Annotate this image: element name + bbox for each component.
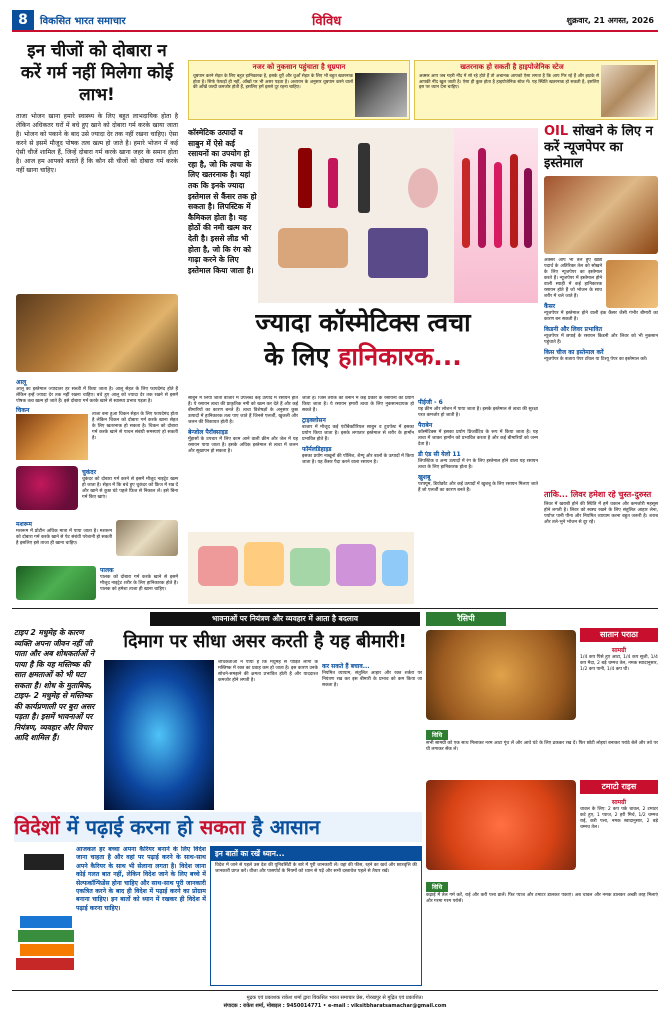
brain-col2-text: नियमित व्यायाम, संतुलित आहार और रक्त शर्करा पर नियंत्रण रख कर इस बीमारी के प्रभाव को कम किया जा सकता है। bbox=[322, 671, 422, 688]
cosmetics-col2 bbox=[302, 396, 414, 530]
cosmetics-col2-text: जाती है। जिस तरीके को बनाने में कई प्रकार के रसायनों का प्रयोग किया जाता है। ये रसायन हमारी त्वचा के लिए नुकसानदायक हो सकते हैं। bbox=[302, 396, 414, 413]
recipe1-text: 1/4 कप पिसे हुए आटा, 1/4 कप सूजी, 1/4 कप मैदा, 2 बड़े चम्मच तेल, नमक स्वादानुसार, 1/2 कप पानी, 1/4 कप घी। bbox=[580, 655, 658, 672]
abroad-title-c: सकता bbox=[199, 815, 246, 839]
cosmetics-intro: कॉस्मेटिक उत्पादों व साबुन में ऐसे कई रसायनों का उपयोग हो रहा है, जो कि त्वचा के लिए खतरनाक है। यहां तक कि इनके ज्यादा इस्तेमाल से कैंसर तक हो सकता है। लिपस्टिक में कैमिकल होता है। यह होठों की नमी खत्म कर देती है। इससे लीड भी होता है, जो कि रंग को गाढ़ा करने के लिए इस्तेमाल किया जाता है। bbox=[188, 128, 257, 275]
cosmetics-col1-text: साबुन में लिया जाता बाजार में उपलब्ध कई उत्पाद में रसायन होते हैं। ये रसायन त्वचा की प्राकृतिक नमी को खत्म कर देते हैं और कई बीमारियों का कारण बनते हैं। त्वचा विशेषज्ञों के अनुसार कुछ उत्पादों में हानिकारक तत्व पाए जाते हैं जिनसे एलर्जी, खुजली और जलन की शिकायत होती है। bbox=[188, 396, 298, 425]
item-title-chicken: चिकन bbox=[16, 407, 30, 414]
abroad-box-title: इन बातों का रखें ध्यान... bbox=[211, 847, 421, 861]
recipe-label: रैसिपी bbox=[426, 612, 506, 626]
cosmetics-col1-sub: बेन्जोल पैरॉक्साइड bbox=[188, 429, 228, 436]
recipe2-method bbox=[426, 874, 658, 986]
cosmetics-col3-b: कॉस्मेटिक्स में इसका प्रयोग प्रिजर्वेटिव के रूप में किया जाता है। यह त्वचा में जाकर हार्मोन को प्रभावित करता है और कई बीमारियों को जन्म देता है। bbox=[418, 430, 538, 447]
divider-footer bbox=[12, 990, 658, 991]
cosmetics-col3-sub2: पैराबेन bbox=[418, 422, 433, 429]
cosmetics-col3-sub4: खुशबू bbox=[418, 474, 431, 481]
item-title-beetroot: चुकंदर bbox=[82, 469, 97, 476]
fried-food-photo bbox=[544, 176, 658, 254]
item-title-spinach: पालक bbox=[100, 567, 114, 574]
smoking-photo bbox=[355, 73, 407, 117]
cosmetics-title-red: हानिकारक... bbox=[338, 342, 462, 371]
cosmetics-col3-d: परफ्यूम, डियोडरेंट और कई उत्पादों में खुशबू के लिए रसायन मिलाए जाते हैं जो एलर्जी का कारण बनते हैं। bbox=[418, 482, 538, 493]
issue-date: शुक्रवार, 21 अगस्त, 2026 bbox=[566, 16, 654, 25]
brain-photo bbox=[104, 660, 214, 810]
cosmetics-col3 bbox=[418, 396, 538, 606]
section-name: विविध bbox=[312, 14, 342, 29]
sleep-article bbox=[414, 60, 658, 120]
oil-t3: न्यूजपेपर के बजाय पेपर टॉवल या टिश्यू पेपर का इस्तेमाल करें। bbox=[544, 357, 648, 362]
soap-photo bbox=[188, 532, 414, 604]
recipe1-title: सातान पराठा bbox=[580, 628, 658, 642]
footer-line1: मुद्रक एवं प्रकाशक राकेश शर्मा द्वारा विकसित भारत समाचार प्रेस, गोरखपुर से मुद्रित एवं प्रकाशित। bbox=[246, 995, 424, 1001]
potato-photo bbox=[16, 294, 178, 372]
abroad-side-text: आजकल हर बच्चा अपना कैरियर बनाने के लिए विदेश जाना चाहता है और वहां पर पढ़ाई करने के साथ-साथ अपने कैरियर के साथ भी सेलाना लगता है। विदेश जाना कोई गलत बात नहीं, लेकिन विदेश जाने के लिए बच्चे में सेल्फकॉन्फिडेंस होना चाहिए और साथ-साथ पूरी जानकारी एकत्रित करने के बाद ही विदेश में पढ़ाई करने का प्रोग्राम बनाना चाहिए। इन बातों को ध्यान में रखकर ही विदेश में पढ़ाई करना चाहिए। bbox=[76, 846, 206, 912]
oil-sub2: किडनी और लिवर प्रभावित bbox=[544, 326, 603, 333]
sleep-text: अक्सर आप जब गहरी नींद में सो रहे होते हैं तो अचानक आपको ऐसा लगता है कि आप गिर रहे हैं और झटके से आपकी नींद खुल जाती है। ऐसा ही कुछ होता है हाइपोजेनिक स्टेज में। यह स्थिति खतरनाक हो सकती है, इसलिए इस पर ध्यान देना चाहिए। bbox=[419, 74, 599, 91]
reheat-title: इन चीजों को दोबारा न करें गर्म नहीं मिलेगा कोई लाभ! bbox=[20, 41, 174, 105]
recipe2-sub: सामग्री bbox=[611, 799, 627, 806]
cosmetics-col3-c: लिपस्टिक व अन्य उत्पादों में रंग के लिए इस्तेमाल होने वाला यह रसायन त्वचा के लिए हानिकारक होता है। bbox=[418, 459, 538, 470]
cosmetics-col2-sub2: फॉर्मलडिहाइड bbox=[302, 446, 332, 453]
paper-name: विकसित भारत समाचार bbox=[40, 16, 126, 27]
samosa-photo bbox=[606, 260, 658, 308]
recipe1-ingredients bbox=[580, 644, 658, 722]
cosmetics-col3-sub3: डी एंड सी येलो 11 bbox=[418, 451, 461, 458]
abroad-box-text: विदेश में जाने से पहले उस देश की यूनिवर्सिटी के बारे में पूरी जानकारी लें। वहां की फीस, रहने का खर्च और छात्रवृत्ति की जानकारी प्राप्त करें। वीजा और पासपोर्ट के नियमों को ध्यान से पढ़ें और सभी दस्तावेज पहले से तैयार रखें। bbox=[215, 863, 417, 874]
paratha-photo bbox=[426, 630, 576, 720]
abroad-title-b: में पढ़ाई करना हो bbox=[59, 815, 200, 839]
smoking-title: नजर को नुकसान पहुंचाता है धूम्रपान bbox=[252, 63, 346, 71]
cosmetics-title-line2: के लिए bbox=[264, 342, 339, 371]
divider-mid bbox=[12, 608, 658, 609]
graduate-books-photo bbox=[14, 846, 74, 986]
brain-col2 bbox=[322, 660, 422, 810]
cosmetics-col3-a: यह क्रीम और लोशन में पाया जाता है। इसके इस्तेमाल से त्वचा की सुरक्षा परत कमजोर हो जाती है। bbox=[418, 407, 538, 418]
brain-banner: भावनाओं पर नियंत्रण और व्यवहार में आता है बदलाव bbox=[150, 612, 420, 626]
abroad-title bbox=[14, 812, 422, 842]
oil-title-red: OIL bbox=[544, 124, 569, 139]
spinach-photo bbox=[16, 566, 96, 600]
liver-text: लिवर में खराबी होने की स्थिति में हमें थकान और कमजोरी महसूस होने लगती है। लिवर को स्वस्थ रखने के लिए संतुलित आहार लेना, पर्याप्त पानी पीना और नियमित व्यायाम करना बहुत जरूरी है। शराब और तले-भुने भोजन से दूर रहें। bbox=[544, 502, 658, 525]
cosmetics-col1-b: मुँहासों के उपचार में लिए काम आने वाली क्रीम और जेल में यह रसायन पाया जाता है। इसके अधिक इस्तेमाल से त्वचा में जलन और सूखापन हो सकता है। bbox=[188, 437, 298, 454]
beetroot-photo bbox=[16, 466, 78, 510]
cosmetics-headline bbox=[188, 306, 538, 392]
brain-col2-sub: कर सकते हैं बचाव... bbox=[322, 663, 370, 670]
cosmetics-col2-b: बाजार में मौजूद कई एंटीबैक्टीरियल साबुन व टूथपेस्ट में इसका प्रयोग किया जाता है। इसके लगातार इस्तेमाल से शरीर के हार्मोन प्रभावित होते हैं। bbox=[302, 425, 414, 442]
oil-t2: न्यूजपेपर में छपाई के रसायन किडनी और लिवर को भी नुकसान पहुंचाते हैं। bbox=[544, 334, 658, 345]
abroad-side bbox=[76, 846, 206, 986]
cosmetics-col2-c: इसका प्रयोग नाखूनों की पॉलिश, शैम्पू और बालों के उत्पादों में किया जाता है। यह कैंसर पैदा करने वाला रसायन है। bbox=[302, 454, 414, 465]
item-text-chicken: ताजा बना हुआ चिकन सेहत के लिए फायदेमंद होता है लेकिन चिकन को दोबारा गर्म करके खाना सेहत के लिए खतरनाक हो सकता है। चिकन को दोबारा गर्म करके खाने से पाचन संबंधी समस्याएं हो सकती है। bbox=[92, 412, 178, 441]
liver-title: ताकि... लिवर हमेशा रहे चुस्त-दुरुस्त bbox=[544, 490, 652, 499]
cosmetics-photo bbox=[258, 128, 454, 303]
recipe1-method-label: विधि bbox=[426, 730, 448, 740]
recipe2-title: टमाटो राइस bbox=[580, 780, 658, 794]
footer-line2: संपादक : राकेश शर्मा, मोबाइल : 9450014771 • e-mail : viksitbharatsamachar@gmail.com bbox=[223, 1003, 447, 1009]
brain-col1-text: शोधकर्ताओं ने पाया है कि मधुमेह से पीड़ित लोगों के मस्तिष्क में रक्त का प्रवाह कम हो जाता है। इस कारण उनके सोचने-समझने की क्षमता प्रभावित होती है और याददाश्त कमजोर होने लगती है। bbox=[218, 660, 318, 683]
footer bbox=[12, 994, 658, 1018]
recipe2-text: चावल के लिए: 2 कप पके चावल, 2 टमाटर कटे हुए, 1 प्याज, 2 हरी मिर्च, 1/2 चम्मच राई, करी पत्ता, नमक स्वादानुसार, 2 बड़े चम्मच तेल। bbox=[580, 807, 658, 830]
item-title-potato: आलू bbox=[16, 379, 27, 386]
page-number: 8 bbox=[12, 10, 34, 30]
recipe1-method-text: सभी सामग्री को एक साथ मिलाकर नरम आटा गूंथ लें और आधे घंटे के लिए ढककर रख दें। फिर छोटी लोइयां बनाकर परांठे बेलें और तवे पर घी लगाकर सेंक लें। bbox=[426, 741, 658, 752]
item-title-mushroom: मशरूम bbox=[16, 521, 32, 528]
oil-t1: न्यूजपेपर में इस्तेमाल होने वाली इंक कैंसर जैसी गंभीर बीमारी का कारण बन सकती है। bbox=[544, 311, 658, 322]
lipstick-photo bbox=[454, 128, 538, 303]
item-text-potato: आलू का इस्तेमाल ज्यादातर हर सब्जी में किया जाता है। आलू सेहत के लिए फायदेमंद होते हैं लेकिन इन्हें ज्यादा देर तक नहीं रखना चाहिए। बचे हुए आलू को ज्यादा देर तक रखने से इसमें पोषक तत्व खत्म हो जाते हैं। इसे दोबारा गर्म करके खाने से स्वास्थ्य प्रभाव पड़ता है। bbox=[16, 387, 178, 404]
smoking-article bbox=[188, 60, 410, 120]
masthead bbox=[12, 10, 658, 32]
brain-side-text: टाइप 2 मधुमेह के कारण व्यक्ति अपना जीवन नहीं जी पाता और अब शोधकर्ताओं ने पाया है कि यह मस्तिष्क की सात क्षमताओं को भी घटा सकता है। शोध के मुताबिक, टाइप- 2 मधुमेह से मस्तिष्क की कार्यप्रणाली पर बुरा असर पड़ता है। इसमें भावनाओं पर नियंत्रण, व्यवहार और विचार आदि शामिल हैं। bbox=[14, 628, 95, 742]
recipe2-method-text: कढ़ाई में तेल गर्म करें, राई और करी पत्ता डालें। फिर प्याज और टमाटर डालकर पकाएं। अब चावल और नमक डालकर अच्छी तरह मिलाएं और गरमा गरम परोसें। bbox=[426, 893, 658, 904]
cosmetics-side-text bbox=[188, 128, 258, 303]
mushroom-photo bbox=[116, 520, 178, 556]
cosmetics-col1 bbox=[188, 396, 298, 530]
sleep-title: खतरनाक हो सकती है हाइपोजेनिक स्टेज bbox=[460, 63, 564, 71]
recipe1-sub: सामग्री bbox=[611, 647, 627, 654]
item-text-beetroot: चुकंदर को दोबारा गर्म करने से इसमें मौजूद नाइट्रेट खत्म हो जाता है। सेहत में कि बचे हुए चुकंदर को फ्रिज में रख दें और खाने से कुछ घंटे पहले फ्रिज से निकाल लें। इसे बिना गर्म किए खाएं। bbox=[82, 477, 178, 500]
cosmetics-col3-sub: पीईजी - 6 bbox=[418, 399, 443, 406]
oil-text: अक्सर आप भी तले हुए खाद्य पदार्थ के अतिरिक्त तेल को सोखने के लिए न्यूजपेपर का इस्तेमाल करते हैं। न्यूजपेपर में इस्तेमाल होने वाली स्याही में कई हानिकारक रसायन होते हैं जो भोजन के साथ शरीर में चले जाते हैं। bbox=[544, 258, 602, 299]
recipe2-method-label: विधि bbox=[426, 882, 448, 892]
cosmetics-title-line1: ज्यादा कॉस्मेटिक्स त्वचा bbox=[255, 308, 471, 337]
item-text-mushroom: मशरूम में प्रोटीन अधिक मात्रा में पाया जाता है। मशरूम को दोबारा गर्म करके खाने से पेट संबंधी परेशानी हो सकती है इसलिए इसे ताजा ही खाना चाहिए। bbox=[16, 529, 112, 546]
sleep-photo bbox=[601, 65, 655, 117]
reheat-intro: ताजा भोजन खाना हमारे स्वास्थ्य के लिए बहुत लाभदायिक होता है लेकिन अधिकतर घरों में बचे हुए खाने को दोबारा गर्म करके खाया जाता है। भोजन को पकाने के बाद उसे ज्यादा देर तक नहीं रखना चाहिए। ऐसा करने से इसमें मौजूद पोषक तत्व खत्म हो जाते है। हमारे भोजन में कई ऐसी चीजें शामिल हैं, जिन्हें दोबारा गर्म करके खाना जहर के समान होता है। आज हम आपको बताते हैं कि कौन सी चीजों को दोबारा गर्म करके नहीं खाना चाहिए। bbox=[16, 113, 178, 174]
brain-side bbox=[14, 628, 100, 808]
oil-sub3: किस चीज का इस्तेमाल करें bbox=[544, 349, 604, 356]
tomato-rice-photo bbox=[426, 780, 576, 870]
smoking-text: धूम्रपान करने सेहत के लिए बहुत हानिकारक है, इसके धुएँ और धुआँ सेहत के लिए भी बहुत खतरनाक होता है। सिर्फ फेफड़ों ही नहीं, आँखों पर भी असर पड़ता है। अध्ययन के अनुसार धूम्रपान करने वालों की आँखें जल्दी कमजोर होती हैं, इसलिए हमें इससे दूर रहना चाहिए। bbox=[193, 74, 353, 91]
reheat-article bbox=[12, 36, 182, 601]
oil-sub1: कैंसर bbox=[544, 303, 556, 310]
cosmetics-col2-sub: ट्राइक्लोसन bbox=[302, 417, 326, 424]
liver-article bbox=[544, 490, 658, 606]
recipe1-method bbox=[426, 722, 658, 774]
abroad-tips-box bbox=[210, 846, 422, 986]
brain-col1 bbox=[218, 660, 318, 810]
recipe2-ingredients bbox=[580, 796, 658, 874]
oil-title: सोखने के लिए न करें न्यूजपेपर का इस्तेमाल bbox=[544, 124, 653, 171]
abroad-title-a: विदेशों bbox=[14, 815, 60, 839]
brain-title: दिमाग पर सीधा असर करती है यह बीमारी! bbox=[123, 631, 407, 652]
item-text-spinach: पालक को दोबारा गर्म करके खाने से इसमें मौजूद नाइट्रेट शरीर के लिए हानिकारक होते हैं। पालक को हमेशा ताजा ही खाना चाहिए। bbox=[100, 575, 178, 592]
chicken-photo bbox=[16, 414, 88, 460]
abroad-title-d: है आसान bbox=[245, 815, 320, 839]
